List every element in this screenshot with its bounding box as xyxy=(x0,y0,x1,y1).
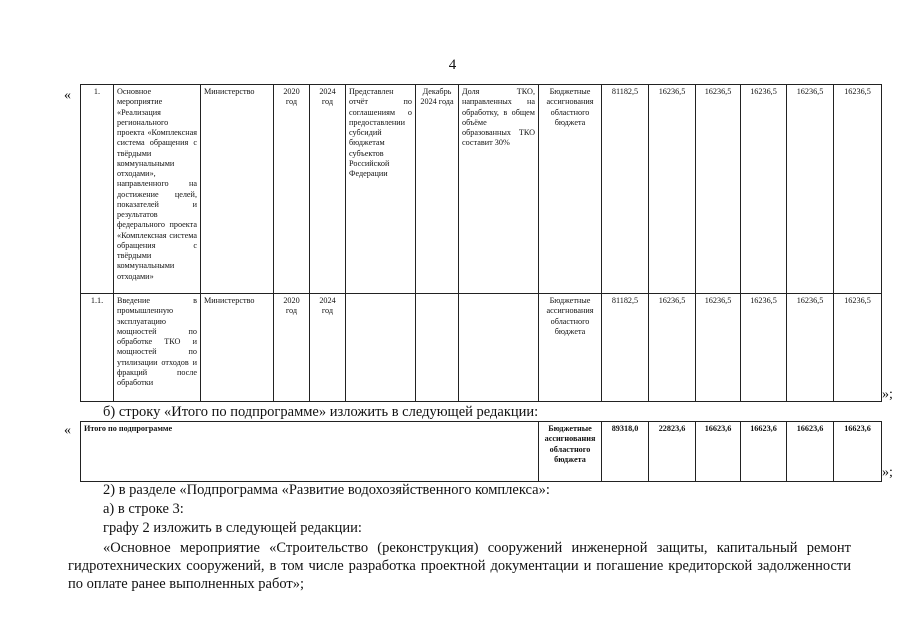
page-number: 4 xyxy=(448,57,457,73)
activity-name: Введение в промышленную эксплуатацию мощностей по обработке ТКО и мощностей по утилизации отходов и фракций после обработки xyxy=(114,294,201,402)
funding-source: Бюджетные ассигнования областного бюджета xyxy=(539,85,602,294)
total-table xyxy=(80,421,882,482)
main-table xyxy=(80,84,882,402)
replacement-paragraph: «Основное мероприятие «Строительство (реконструкция) сооружений инженерной защиты, капитальный ремонт гидротехнических сооружений, в том числе разработка проектной документации и погашение кредиторской задолженности по оплате ранее выполненных работ»; xyxy=(68,540,851,592)
quote-close-main: »; xyxy=(882,387,893,402)
table-row xyxy=(81,85,882,294)
instruction-2: 2) в разделе «Подпрограмма «Развитие водохозяйственного комплекса»: xyxy=(103,482,550,498)
amount-year: 16623,6 xyxy=(741,422,787,482)
instruction-b: б) строку «Итого по подпрограмме» изложить в следующей редакции: xyxy=(103,404,539,420)
quote-open-total: « xyxy=(64,423,71,438)
instruction-graph: графу 2 изложить в следующей редакции: xyxy=(103,520,362,536)
start-year: 2020 год xyxy=(274,85,310,294)
row-number: 1.1. xyxy=(81,294,114,402)
amount-year: 16236,5 xyxy=(834,294,882,402)
executor: Министерство xyxy=(201,294,274,402)
expected-result: Представлен отчёт по соглашениям о предоставлении субсидий бюджетам субъектов Российской Федерации xyxy=(346,85,416,294)
amount-total: 89318,0 xyxy=(602,422,649,482)
table-row xyxy=(81,422,882,482)
amount-year: 16236,5 xyxy=(834,85,882,294)
amount-year: 16236,5 xyxy=(649,294,696,402)
amount-year: 16236,5 xyxy=(649,85,696,294)
amount-year: 16236,5 xyxy=(696,85,741,294)
start-year: 2020 год xyxy=(274,294,310,402)
amount-year: 22823,6 xyxy=(649,422,696,482)
end-year: 2024 год xyxy=(310,85,346,294)
funding-source: Бюджетные ассигнования областного бюджета xyxy=(539,422,602,482)
end-year: 2024 год xyxy=(310,294,346,402)
amount-year: 16236,5 xyxy=(696,294,741,402)
amount-year: 16236,5 xyxy=(787,294,834,402)
indicator xyxy=(459,294,539,402)
total-label: Итого по подпрограмме xyxy=(81,422,539,482)
amount-year: 16236,5 xyxy=(741,85,787,294)
quote-close-total: »; xyxy=(882,465,893,480)
amount-year: 16623,6 xyxy=(834,422,882,482)
instruction-a: а) в строке 3: xyxy=(103,501,184,517)
executor: Министерство xyxy=(201,85,274,294)
activity-name: Основное мероприятие «Реализация регионального проекта «Комплексная система обращения с твёрдыми коммунальными отходами», направленного на достижение целей, показателей и результатов федерального проекта «Комплексная система обращения с твёрдыми коммунальными отходами» xyxy=(114,85,201,294)
indicator: Доля ТКО, направленных на обработку, в общем объёме образованных ТКО составит 30% xyxy=(459,85,539,294)
funding-source: Бюджетные ассигнования областного бюджета xyxy=(539,294,602,402)
amount-year: 16623,6 xyxy=(787,422,834,482)
amount-year: 16236,5 xyxy=(787,85,834,294)
deadline: Декабрь 2024 года xyxy=(416,85,459,294)
amount-year: 16623,6 xyxy=(696,422,741,482)
deadline xyxy=(416,294,459,402)
expected-result xyxy=(346,294,416,402)
amount-total: 81182,5 xyxy=(602,294,649,402)
quote-open-main: « xyxy=(64,88,71,103)
row-number: 1. xyxy=(81,85,114,294)
amount-total: 81182,5 xyxy=(602,85,649,294)
table-row xyxy=(81,294,882,402)
amount-year: 16236,5 xyxy=(741,294,787,402)
